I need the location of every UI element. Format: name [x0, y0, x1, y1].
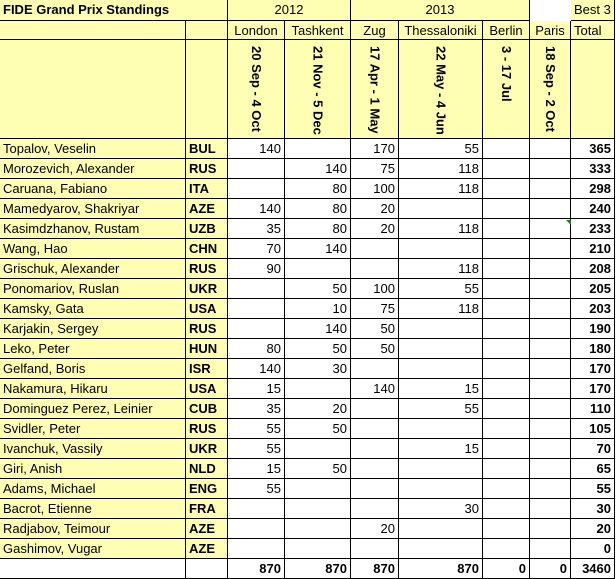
- player-total[interactable]: 55: [571, 479, 615, 499]
- player-federation[interactable]: UKR: [186, 439, 228, 459]
- points-cell[interactable]: 118: [399, 179, 483, 199]
- points-cell[interactable]: 35: [228, 399, 285, 419]
- player-name[interactable]: Ivanchuk, Vassily: [0, 439, 186, 459]
- player-federation[interactable]: USA: [186, 379, 228, 399]
- points-cell[interactable]: [351, 399, 399, 419]
- dates-thessaloniki[interactable]: [399, 40, 483, 139]
- points-cell[interactable]: [483, 199, 530, 219]
- points-cell[interactable]: 55: [228, 419, 285, 439]
- best-3-label[interactable]: Best 3: [571, 0, 615, 21]
- column-sum[interactable]: 870: [285, 559, 351, 579]
- sheet-title[interactable]: FIDE Grand Prix Standings: [0, 0, 228, 21]
- points-cell[interactable]: 140: [285, 159, 351, 179]
- total-label[interactable]: Total: [571, 21, 615, 40]
- player-name[interactable]: Radjabov, Teimour: [0, 519, 186, 539]
- points-cell[interactable]: [530, 179, 571, 199]
- points-cell[interactable]: 50: [285, 279, 351, 299]
- player-federation[interactable]: ISR: [186, 359, 228, 379]
- sum-blank-name[interactable]: [0, 559, 186, 579]
- points-cell[interactable]: 50: [285, 419, 351, 439]
- player-name[interactable]: Karjakin, Sergey: [0, 319, 186, 339]
- points-cell[interactable]: 20: [351, 519, 399, 539]
- points-cell[interactable]: 15: [228, 459, 285, 479]
- dates-tashkent[interactable]: [285, 40, 351, 139]
- player-name[interactable]: Ponomariov, Ruslan: [0, 279, 186, 299]
- player-total[interactable]: 180: [571, 339, 615, 359]
- player-federation[interactable]: UKR: [186, 279, 228, 299]
- points-cell[interactable]: 118: [399, 159, 483, 179]
- points-cell[interactable]: [530, 399, 571, 419]
- points-cell[interactable]: 50: [285, 339, 351, 359]
- player-total[interactable]: 110: [571, 399, 615, 419]
- points-cell[interactable]: [530, 359, 571, 379]
- points-cell[interactable]: 30: [285, 359, 351, 379]
- points-cell[interactable]: [399, 519, 483, 539]
- points-cell[interactable]: [228, 519, 285, 539]
- points-cell[interactable]: [228, 319, 285, 339]
- player-total[interactable]: 298: [571, 179, 615, 199]
- column-sum[interactable]: 0: [483, 559, 530, 579]
- points-cell[interactable]: [285, 499, 351, 519]
- points-cell[interactable]: 10: [285, 299, 351, 319]
- points-cell[interactable]: [483, 239, 530, 259]
- points-cell[interactable]: [530, 239, 571, 259]
- points-cell[interactable]: [351, 439, 399, 459]
- points-cell[interactable]: [399, 419, 483, 439]
- points-cell[interactable]: [483, 359, 530, 379]
- points-cell[interactable]: [399, 339, 483, 359]
- points-cell[interactable]: [483, 279, 530, 299]
- points-cell[interactable]: [483, 499, 530, 519]
- points-cell[interactable]: 90: [228, 259, 285, 279]
- points-cell[interactable]: [483, 539, 530, 559]
- points-cell[interactable]: [483, 519, 530, 539]
- player-name[interactable]: Mamedyarov, Shakriyar: [0, 199, 186, 219]
- points-cell[interactable]: 35: [228, 219, 285, 239]
- city-zug[interactable]: Zug: [351, 21, 399, 40]
- player-name[interactable]: Giri, Anish: [0, 459, 186, 479]
- points-cell[interactable]: [483, 299, 530, 319]
- points-cell[interactable]: 140: [351, 379, 399, 399]
- points-cell[interactable]: [530, 479, 571, 499]
- city-london[interactable]: London: [228, 21, 285, 40]
- header-blank-name[interactable]: [0, 21, 186, 40]
- points-cell[interactable]: 80: [285, 219, 351, 239]
- points-cell[interactable]: [228, 279, 285, 299]
- points-cell[interactable]: 80: [285, 199, 351, 219]
- points-cell[interactable]: [228, 299, 285, 319]
- points-cell[interactable]: 55: [228, 479, 285, 499]
- player-total[interactable]: 210: [571, 239, 615, 259]
- header-blank-name-2[interactable]: [0, 40, 186, 139]
- points-cell[interactable]: 118: [399, 219, 483, 239]
- player-federation[interactable]: UZB: [186, 219, 228, 239]
- player-total[interactable]: 65: [571, 459, 615, 479]
- points-cell[interactable]: 15: [228, 379, 285, 399]
- points-cell[interactable]: [483, 319, 530, 339]
- player-name[interactable]: Svidler, Peter: [0, 419, 186, 439]
- dates-berlin[interactable]: [483, 40, 530, 139]
- header-blank-total[interactable]: [571, 40, 615, 139]
- points-cell[interactable]: [530, 459, 571, 479]
- points-cell[interactable]: 118: [399, 259, 483, 279]
- points-cell[interactable]: 118: [399, 299, 483, 319]
- points-cell[interactable]: 20: [285, 399, 351, 419]
- player-federation[interactable]: USA: [186, 299, 228, 319]
- header-blank-fed-2[interactable]: [186, 40, 228, 139]
- player-total[interactable]: 70: [571, 439, 615, 459]
- event-dates: 18 Sep - 2 Oct: [543, 46, 558, 132]
- points-cell[interactable]: [483, 419, 530, 439]
- player-name[interactable]: Gashimov, Vugar: [0, 539, 186, 559]
- column-sum[interactable]: 870: [399, 559, 483, 579]
- points-cell[interactable]: 50: [285, 459, 351, 479]
- points-cell[interactable]: [285, 259, 351, 279]
- event-dates: 21 Nov - 5 Dec: [310, 46, 326, 135]
- player-name[interactable]: Kamsky, Gata: [0, 299, 186, 319]
- points-cell[interactable]: [285, 379, 351, 399]
- points-cell[interactable]: [399, 459, 483, 479]
- points-cell[interactable]: [530, 199, 571, 219]
- player-name[interactable]: Leko, Peter: [0, 339, 186, 359]
- points-cell[interactable]: [530, 319, 571, 339]
- player-total[interactable]: 190: [571, 319, 615, 339]
- player-federation[interactable]: ITA: [186, 179, 228, 199]
- points-cell[interactable]: 20: [351, 219, 399, 239]
- points-cell[interactable]: [351, 459, 399, 479]
- player-total[interactable]: 203: [571, 299, 615, 319]
- points-cell[interactable]: 100: [351, 179, 399, 199]
- points-cell[interactable]: [483, 139, 530, 159]
- points-cell[interactable]: [483, 159, 530, 179]
- points-cell[interactable]: [351, 539, 399, 559]
- points-cell[interactable]: 50: [351, 339, 399, 359]
- points-cell[interactable]: 55: [399, 399, 483, 419]
- event-dates: 3 - 17 Jul: [499, 46, 514, 102]
- comment-marker-icon: [566, 220, 571, 225]
- points-cell[interactable]: [285, 519, 351, 539]
- points-cell[interactable]: 75: [351, 299, 399, 319]
- points-cell[interactable]: [351, 259, 399, 279]
- points-cell[interactable]: [530, 419, 571, 439]
- event-dates: 20 Sep - 4 Oct: [249, 46, 264, 132]
- player-total[interactable]: 105: [571, 419, 615, 439]
- points-cell[interactable]: [285, 139, 351, 159]
- dates-london[interactable]: [228, 40, 285, 139]
- points-cell[interactable]: [483, 399, 530, 419]
- player-name[interactable]: Bacrot, Etienne: [0, 499, 186, 519]
- points-cell[interactable]: [228, 499, 285, 519]
- points-cell[interactable]: 15: [399, 439, 483, 459]
- points-cell[interactable]: [228, 179, 285, 199]
- player-federation[interactable]: BUL: [186, 139, 228, 159]
- points-cell[interactable]: 140: [228, 139, 285, 159]
- player-name[interactable]: Morozevich, Alexander: [0, 159, 186, 179]
- points-cell[interactable]: 70: [228, 239, 285, 259]
- player-name[interactable]: Wang, Hao: [0, 239, 186, 259]
- player-total[interactable]: 365: [571, 139, 615, 159]
- column-sum[interactable]: 870: [351, 559, 399, 579]
- points-cell[interactable]: [530, 439, 571, 459]
- player-name[interactable]: Caruana, Fabiano: [0, 179, 186, 199]
- points-cell[interactable]: [399, 479, 483, 499]
- points-cell[interactable]: [483, 479, 530, 499]
- points-cell[interactable]: 15: [399, 379, 483, 399]
- player-federation[interactable]: CHN: [186, 239, 228, 259]
- player-federation[interactable]: ENG: [186, 479, 228, 499]
- player-total[interactable]: 0: [571, 539, 615, 559]
- player-federation[interactable]: AZE: [186, 199, 228, 219]
- points-cell[interactable]: [399, 199, 483, 219]
- player-total[interactable]: 208: [571, 259, 615, 279]
- grand-total[interactable]: 3460: [571, 559, 615, 579]
- player-total[interactable]: 205: [571, 279, 615, 299]
- points-cell[interactable]: 30: [399, 499, 483, 519]
- points-cell[interactable]: [483, 379, 530, 399]
- player-total[interactable]: 30: [571, 499, 615, 519]
- player-federation[interactable]: NLD: [186, 459, 228, 479]
- city-thessaloniki[interactable]: Thessaloniki: [399, 21, 483, 40]
- points-cell[interactable]: [483, 219, 530, 239]
- column-sum[interactable]: 0: [530, 559, 571, 579]
- player-total[interactable]: 240: [571, 199, 615, 219]
- points-cell[interactable]: [483, 339, 530, 359]
- points-cell[interactable]: 140: [285, 239, 351, 259]
- player-name[interactable]: Dominguez Perez, Leinier: [0, 399, 186, 419]
- points-cell[interactable]: [530, 159, 571, 179]
- points-cell[interactable]: 80: [285, 179, 351, 199]
- points-cell[interactable]: [351, 359, 399, 379]
- points-cell[interactable]: [483, 259, 530, 279]
- points-cell[interactable]: 140: [228, 359, 285, 379]
- event-dates: 17 Apr - 1 May: [367, 46, 383, 134]
- player-total[interactable]: 20: [571, 519, 615, 539]
- city-tashkent[interactable]: Tashkent: [285, 21, 351, 40]
- player-total[interactable]: 233: [571, 219, 615, 239]
- points-cell[interactable]: [285, 439, 351, 459]
- points-cell[interactable]: [530, 279, 571, 299]
- player-name[interactable]: Topalov, Veselin: [0, 139, 186, 159]
- points-cell[interactable]: [351, 479, 399, 499]
- points-cell[interactable]: 55: [399, 279, 483, 299]
- points-cell[interactable]: [399, 539, 483, 559]
- points-cell[interactable]: [530, 299, 571, 319]
- points-cell[interactable]: [483, 439, 530, 459]
- points-cell[interactable]: 140: [228, 199, 285, 219]
- points-cell[interactable]: [228, 539, 285, 559]
- sum-blank-fed[interactable]: [186, 559, 228, 579]
- points-cell[interactable]: [530, 519, 571, 539]
- player-name[interactable]: Gelfand, Boris: [0, 359, 186, 379]
- points-cell[interactable]: [351, 419, 399, 439]
- year-2012[interactable]: 2012: [228, 0, 351, 21]
- points-cell[interactable]: [399, 239, 483, 259]
- player-federation[interactable]: RUS: [186, 419, 228, 439]
- points-cell[interactable]: 75: [351, 159, 399, 179]
- player-federation[interactable]: RUS: [186, 259, 228, 279]
- player-federation[interactable]: CUB: [186, 399, 228, 419]
- year-2013[interactable]: 2013: [351, 0, 530, 21]
- points-cell[interactable]: [351, 499, 399, 519]
- points-cell[interactable]: 50: [351, 319, 399, 339]
- event-dates: 22 May - 4 Jun: [433, 46, 449, 135]
- dates-zug[interactable]: [351, 40, 399, 139]
- player-total[interactable]: 170: [571, 359, 615, 379]
- points-cell[interactable]: [399, 319, 483, 339]
- player-total[interactable]: 333: [571, 159, 615, 179]
- points-cell[interactable]: 20: [351, 199, 399, 219]
- points-cell[interactable]: [285, 479, 351, 499]
- points-cell[interactable]: [530, 339, 571, 359]
- player-name[interactable]: Adams, Michael: [0, 479, 186, 499]
- points-cell[interactable]: [530, 539, 571, 559]
- player-federation[interactable]: AZE: [186, 519, 228, 539]
- points-cell[interactable]: [530, 259, 571, 279]
- city-berlin[interactable]: Berlin: [483, 21, 530, 40]
- points-cell[interactable]: [285, 539, 351, 559]
- points-cell[interactable]: [399, 359, 483, 379]
- player-name[interactable]: Nakamura, Hikaru: [0, 379, 186, 399]
- points-cell[interactable]: [483, 459, 530, 479]
- points-cell[interactable]: 140: [285, 319, 351, 339]
- player-name[interactable]: Kasimdzhanov, Rustam: [0, 219, 186, 239]
- points-cell[interactable]: [351, 239, 399, 259]
- points-cell[interactable]: [530, 139, 571, 159]
- points-cell[interactable]: [530, 219, 571, 239]
- column-sum[interactable]: 870: [228, 559, 285, 579]
- player-name[interactable]: Grischuk, Alexander: [0, 259, 186, 279]
- points-cell[interactable]: 55: [399, 139, 483, 159]
- player-federation[interactable]: HUN: [186, 339, 228, 359]
- city-paris[interactable]: Paris: [530, 21, 571, 40]
- player-total[interactable]: 170: [571, 379, 615, 399]
- points-cell[interactable]: [483, 179, 530, 199]
- points-cell[interactable]: 100: [351, 279, 399, 299]
- player-federation[interactable]: FRA: [186, 499, 228, 519]
- header-blank-fed[interactable]: [186, 21, 228, 40]
- player-federation[interactable]: RUS: [186, 159, 228, 179]
- points-cell[interactable]: 170: [351, 139, 399, 159]
- points-cell[interactable]: 80: [228, 339, 285, 359]
- player-federation[interactable]: AZE: [186, 539, 228, 559]
- player-federation[interactable]: RUS: [186, 319, 228, 339]
- points-cell[interactable]: [530, 379, 571, 399]
- points-cell[interactable]: 55: [228, 439, 285, 459]
- points-cell[interactable]: [530, 499, 571, 519]
- dates-paris[interactable]: [530, 40, 571, 139]
- points-cell[interactable]: [228, 159, 285, 179]
